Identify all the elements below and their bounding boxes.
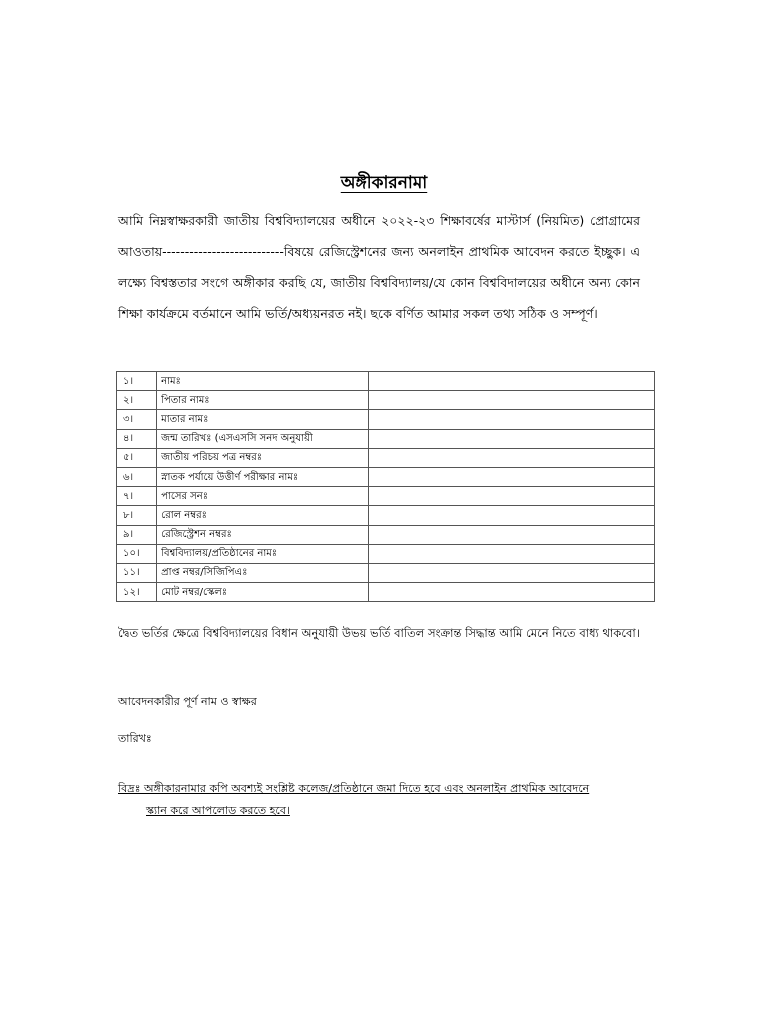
- row-label: মাতার নামঃ: [157, 410, 369, 429]
- row-value-field[interactable]: [368, 372, 654, 391]
- row-label: নামঃ: [157, 372, 369, 391]
- row-label: স্নাতক পর্যায়ে উত্তীর্ণ পরীক্ষার নামঃ: [157, 467, 369, 486]
- row-serial: ১।: [117, 372, 157, 391]
- footnote-line-1: বিদ্রঃ অঙ্গীকারনামার কপি অবশ্যই সংশ্লিষ্ট কলেজ/প্রতিষ্ঠানে জমা দিতে হবে এবং অনলাইন প্রাথমিক আবেদনে: [118, 782, 590, 795]
- row-value-field[interactable]: [368, 429, 654, 448]
- row-serial: ২।: [117, 391, 157, 410]
- table-row: [117, 506, 655, 525]
- table-row: [117, 429, 655, 448]
- row-value-field[interactable]: [368, 467, 654, 486]
- row-value-field[interactable]: [368, 448, 654, 467]
- row-label: পিতার নামঃ: [157, 391, 369, 410]
- row-serial: ৩।: [117, 410, 157, 429]
- table-row: [117, 448, 655, 467]
- row-value-field[interactable]: [368, 525, 654, 544]
- document-title: অঙ্গীকারনামা: [340, 173, 428, 193]
- row-value-field[interactable]: [368, 391, 654, 410]
- footnote-line-2: স্ক্যান করে আপলোড করতে হবে।: [146, 804, 290, 817]
- row-serial: ৯।: [117, 525, 157, 544]
- table-row: [117, 544, 655, 563]
- row-serial: ৫।: [117, 448, 157, 467]
- footnote: [118, 778, 648, 822]
- row-serial: ১২।: [117, 583, 157, 602]
- table-row: [117, 372, 655, 391]
- row-label: রোল নম্বরঃ: [157, 506, 369, 525]
- row-value-field[interactable]: [368, 563, 654, 582]
- row-label: মোট নম্বর/স্কেলঃ: [157, 583, 369, 602]
- signature-label: আবেদনকারীর পূর্ণ নাম ও স্বাক্ষর: [118, 695, 257, 708]
- declaration-paragraph: আমি নিম্নস্বাক্ষরকারী জাতীয় বিশ্ববিদ্যালয়ের অধীনে ২০২২-২৩ শিক্ষাবর্ষের মাস্টার্স (নিয়মিত) প্রোগ্রামের আওতায়---------------------------বিষয়ে রেজিস্ট্রেশনের জন্য অনলাইন প্রাথমিক আবেদন করতে ইচ্ছুক। এ লক্ষ্যে বিশ্বস্ততার সংগে অঙ্গীকার করছি যে, জাতীয় বিশ্ববিদ্যালয়/যে কোন বিশ্ববিদালয়ের অধীনে অন্য কোন শিক্ষা কার্যক্রমে বর্তমানে আমি ভর্তি/অধ্যয়নরত নই। ছকে বর্ণিত আমার সকল তথ্য সঠিক ও সম্পূর্ণ।: [118, 213, 640, 321]
- row-value-field[interactable]: [368, 544, 654, 563]
- row-value-field[interactable]: [368, 487, 654, 506]
- row-serial: ৪।: [117, 429, 157, 448]
- row-label: প্রাপ্ত নম্বর/সিজিপিএঃ: [157, 563, 369, 582]
- row-serial: ১০।: [117, 544, 157, 563]
- applicant-info-table: [116, 371, 655, 602]
- row-serial: ৬।: [117, 467, 157, 486]
- table-row: [117, 563, 655, 582]
- row-value-field[interactable]: [368, 410, 654, 429]
- table-row: [117, 391, 655, 410]
- row-serial: ৭।: [117, 487, 157, 506]
- row-value-field[interactable]: [368, 583, 654, 602]
- row-label: রেজিস্ট্রেশন নম্বরঃ: [157, 525, 369, 544]
- table-row: [117, 583, 655, 602]
- date-label: তারিখঃ: [118, 732, 152, 745]
- row-label: জাতীয় পরিচয় পত্র নম্বরঃ: [157, 448, 369, 467]
- row-serial: ১১।: [117, 563, 157, 582]
- table-row: [117, 467, 655, 486]
- table-row: [117, 487, 655, 506]
- row-label: পাসের সনঃ: [157, 487, 369, 506]
- row-serial: ৮।: [117, 506, 157, 525]
- row-value-field[interactable]: [368, 506, 654, 525]
- dual-admission-note: দ্বৈত ভর্তির ক্ষেত্রে বিশ্ববিদ্যালয়ের বিধান অনুযায়ী উভয় ভর্তি বাতিল সংক্রান্ত সিদ্ধান্ত আমি মেনে নিতে বাধ্য থাকবো।: [118, 626, 640, 640]
- table-row: [117, 525, 655, 544]
- row-label: বিশ্ববিদ্যালয়/প্রতিষ্ঠানের নামঃ: [157, 544, 369, 563]
- row-label: জন্ম তারিখঃ (এসএসসি সনদ অনুযায়ী: [157, 429, 369, 448]
- table-row: [117, 410, 655, 429]
